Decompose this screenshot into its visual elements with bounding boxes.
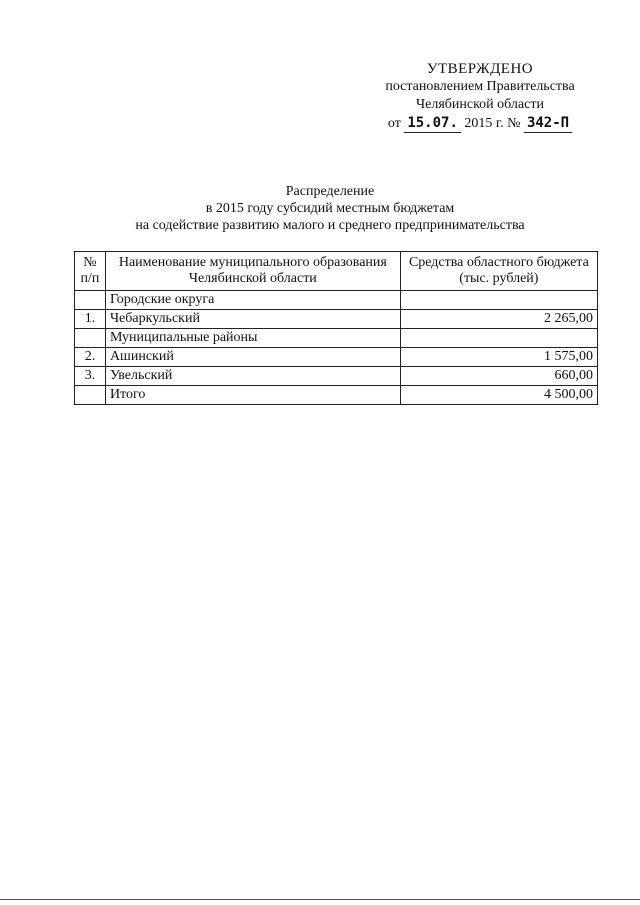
row-name: Увельский bbox=[105, 367, 400, 386]
heading-line-1: Распределение bbox=[285, 184, 375, 199]
row-name: Чебаркульский bbox=[105, 310, 400, 329]
table-row bbox=[75, 329, 598, 348]
table-row-total bbox=[75, 386, 598, 405]
heading-line-3: на содействие развитию малого и среднего предпринимательства bbox=[135, 218, 525, 233]
page-bottom-divider bbox=[0, 899, 640, 900]
row-num bbox=[75, 291, 106, 310]
distribution-table bbox=[74, 251, 598, 405]
date-prefix: от bbox=[387, 116, 401, 131]
row-name: Ашинский bbox=[105, 348, 400, 367]
table-row bbox=[75, 310, 598, 329]
row-value: 2 265,00 bbox=[400, 310, 597, 329]
date-year: 2015 г. № bbox=[464, 116, 521, 131]
header-num: № п/п bbox=[75, 252, 106, 291]
row-num bbox=[75, 386, 106, 405]
approval-title: УТВЕРЖДЕНО bbox=[426, 61, 534, 77]
table-row bbox=[75, 367, 598, 386]
row-value bbox=[400, 291, 597, 310]
document-heading bbox=[60, 183, 600, 234]
header-name: Наименование муниципального образования Челябинской области bbox=[105, 252, 400, 291]
row-name: Итого bbox=[105, 386, 400, 405]
approval-line-1: постановлением Правительства bbox=[385, 79, 575, 94]
approval-date-line bbox=[360, 114, 600, 133]
row-name: Городские округа bbox=[105, 291, 400, 310]
heading-line-2: в 2015 году субсидий местным бюджетам bbox=[205, 201, 455, 216]
header-value: Средства областного бюджета (тыс. рублей) bbox=[400, 252, 597, 291]
table-header-row bbox=[75, 252, 598, 291]
table-row bbox=[75, 348, 598, 367]
row-value bbox=[400, 329, 597, 348]
handwritten-number: 342-П bbox=[524, 114, 572, 133]
table-row bbox=[75, 291, 598, 310]
handwritten-date: 15.07. bbox=[404, 114, 461, 133]
row-value: 660,00 bbox=[400, 367, 597, 386]
approval-block bbox=[360, 60, 600, 133]
approval-line-2: Челябинской области bbox=[416, 97, 544, 112]
row-num: 2. bbox=[75, 348, 106, 367]
row-num bbox=[75, 329, 106, 348]
row-num: 3. bbox=[75, 367, 106, 386]
row-num: 1. bbox=[75, 310, 106, 329]
row-value: 1 575,00 bbox=[400, 348, 597, 367]
row-name: Муниципальные районы bbox=[105, 329, 400, 348]
row-value: 4 500,00 bbox=[400, 386, 597, 405]
